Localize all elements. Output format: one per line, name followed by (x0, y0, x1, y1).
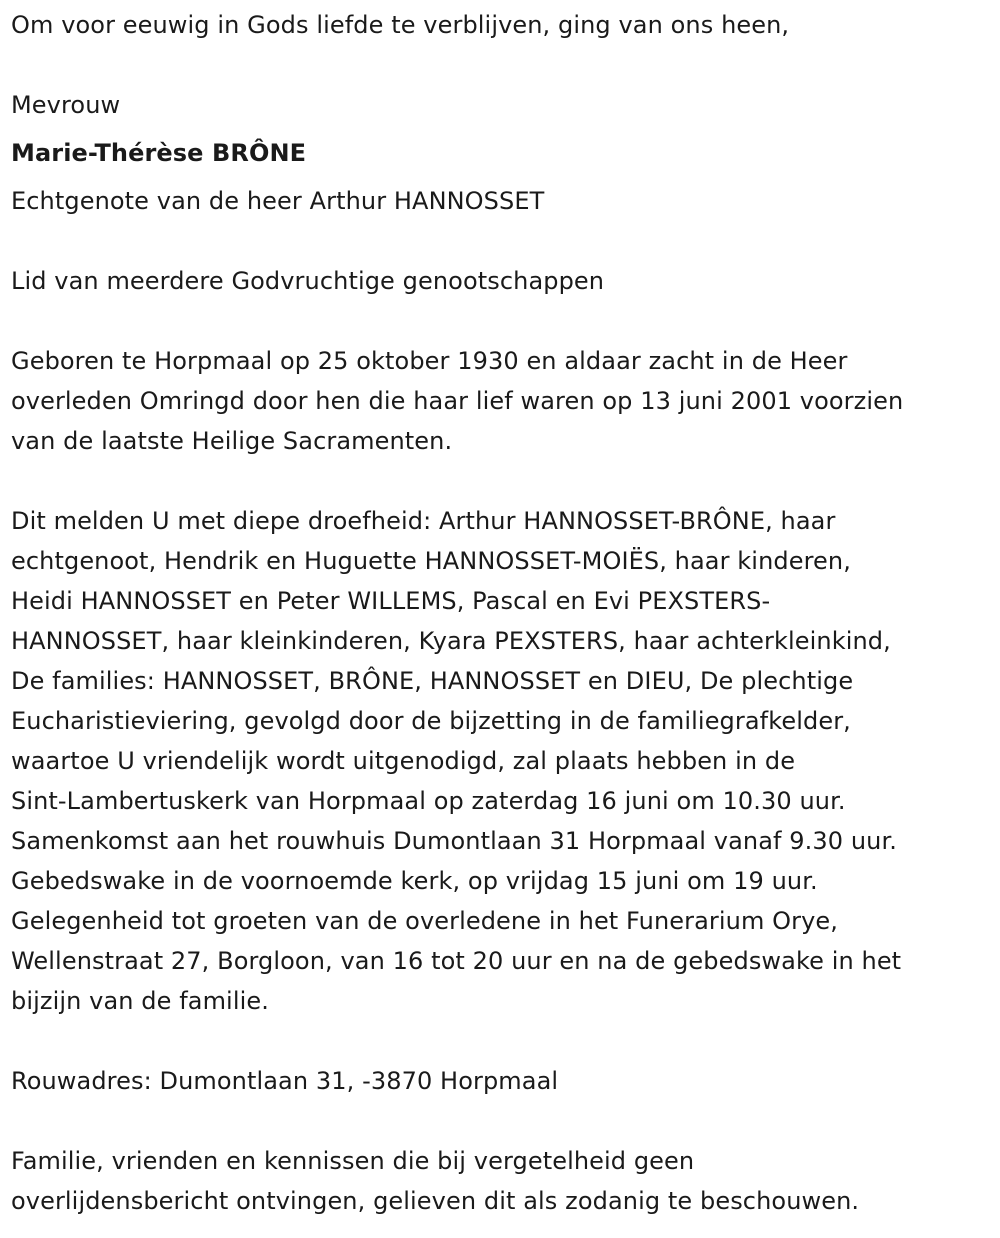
announcement-line: echtgenoot, Hendrik en Huguette HANNOSSET-MOIËS, haar kinderen, (11, 547, 851, 575)
announcement-line: bijzijn van de familie. (11, 987, 269, 1015)
birth-death-line: van de laatste Heilige Sacramenten. (11, 427, 453, 455)
membership-line: Lid van meerdere Godvruchtige genootschappen (11, 267, 605, 295)
spouse-line: Echtgenote van de heer Arthur HANNOSSET (11, 187, 545, 215)
birth-death-line: Geboren te Horpmaal op 25 oktober 1930 en aldaar zacht in de Heer (11, 347, 848, 375)
intro-line: Om voor eeuwig in Gods liefde te verblijven, ging van ons heen, (11, 11, 790, 39)
announcement-line: HANNOSSET, haar kleinkinderen, Kyara PEXSTERS, haar achterkleinkind, (11, 627, 891, 655)
announcement-line: Wellenstraat 27, Borgloon, van 16 tot 20 uur en na de gebedswake in het (11, 947, 902, 975)
closing-line: overlijdensbericht ontvingen, gelieven dit als zodanig te beschouwen. (11, 1187, 860, 1215)
announcement-line: Dit melden U met diepe droefheid: Arthur HANNOSSET-BRÔNE, haar (11, 507, 836, 535)
announcement-line: Gebedswake in de voornoemde kerk, op vrijdag 15 juni om 19 uur. (11, 867, 818, 895)
announcement-line: De families: HANNOSSET, BRÔNE, HANNOSSET en DIEU, De plechtige (11, 667, 854, 695)
mourning-address: Rouwadres: Dumontlaan 31, -3870 Horpmaal (11, 1067, 559, 1095)
announcement-line: Eucharistieviering, gevolgd door de bijzetting in de familiegrafkelder, (11, 707, 851, 735)
birth-death-line: overleden Omringd door hen die haar lief waren op 13 juni 2001 voorzien (11, 387, 904, 415)
closing-line: Familie, vrienden en kennissen die bij vergetelheid geen (11, 1147, 695, 1175)
announcement-line: Sint-Lambertuskerk van Horpmaal op zaterdag 16 juni om 10.30 uur. (11, 787, 846, 815)
announcement-line: Samenkomst aan het rouwhuis Dumontlaan 31 Horpmaal vanaf 9.30 uur. (11, 827, 897, 855)
announcement-line: Gelegenheid tot groeten van de overledene in het Funerarium Orye, (11, 907, 839, 935)
announcement-line: waartoe U vriendelijk wordt uitgenodigd, zal plaats hebben in de (11, 747, 796, 775)
honorific: Mevrouw (11, 91, 121, 119)
deceased-name: Marie-Thérèse BRÔNE (11, 139, 307, 167)
announcement-line: Heidi HANNOSSET en Peter WILLEMS, Pascal en Evi PEXSTERS- (11, 587, 771, 615)
